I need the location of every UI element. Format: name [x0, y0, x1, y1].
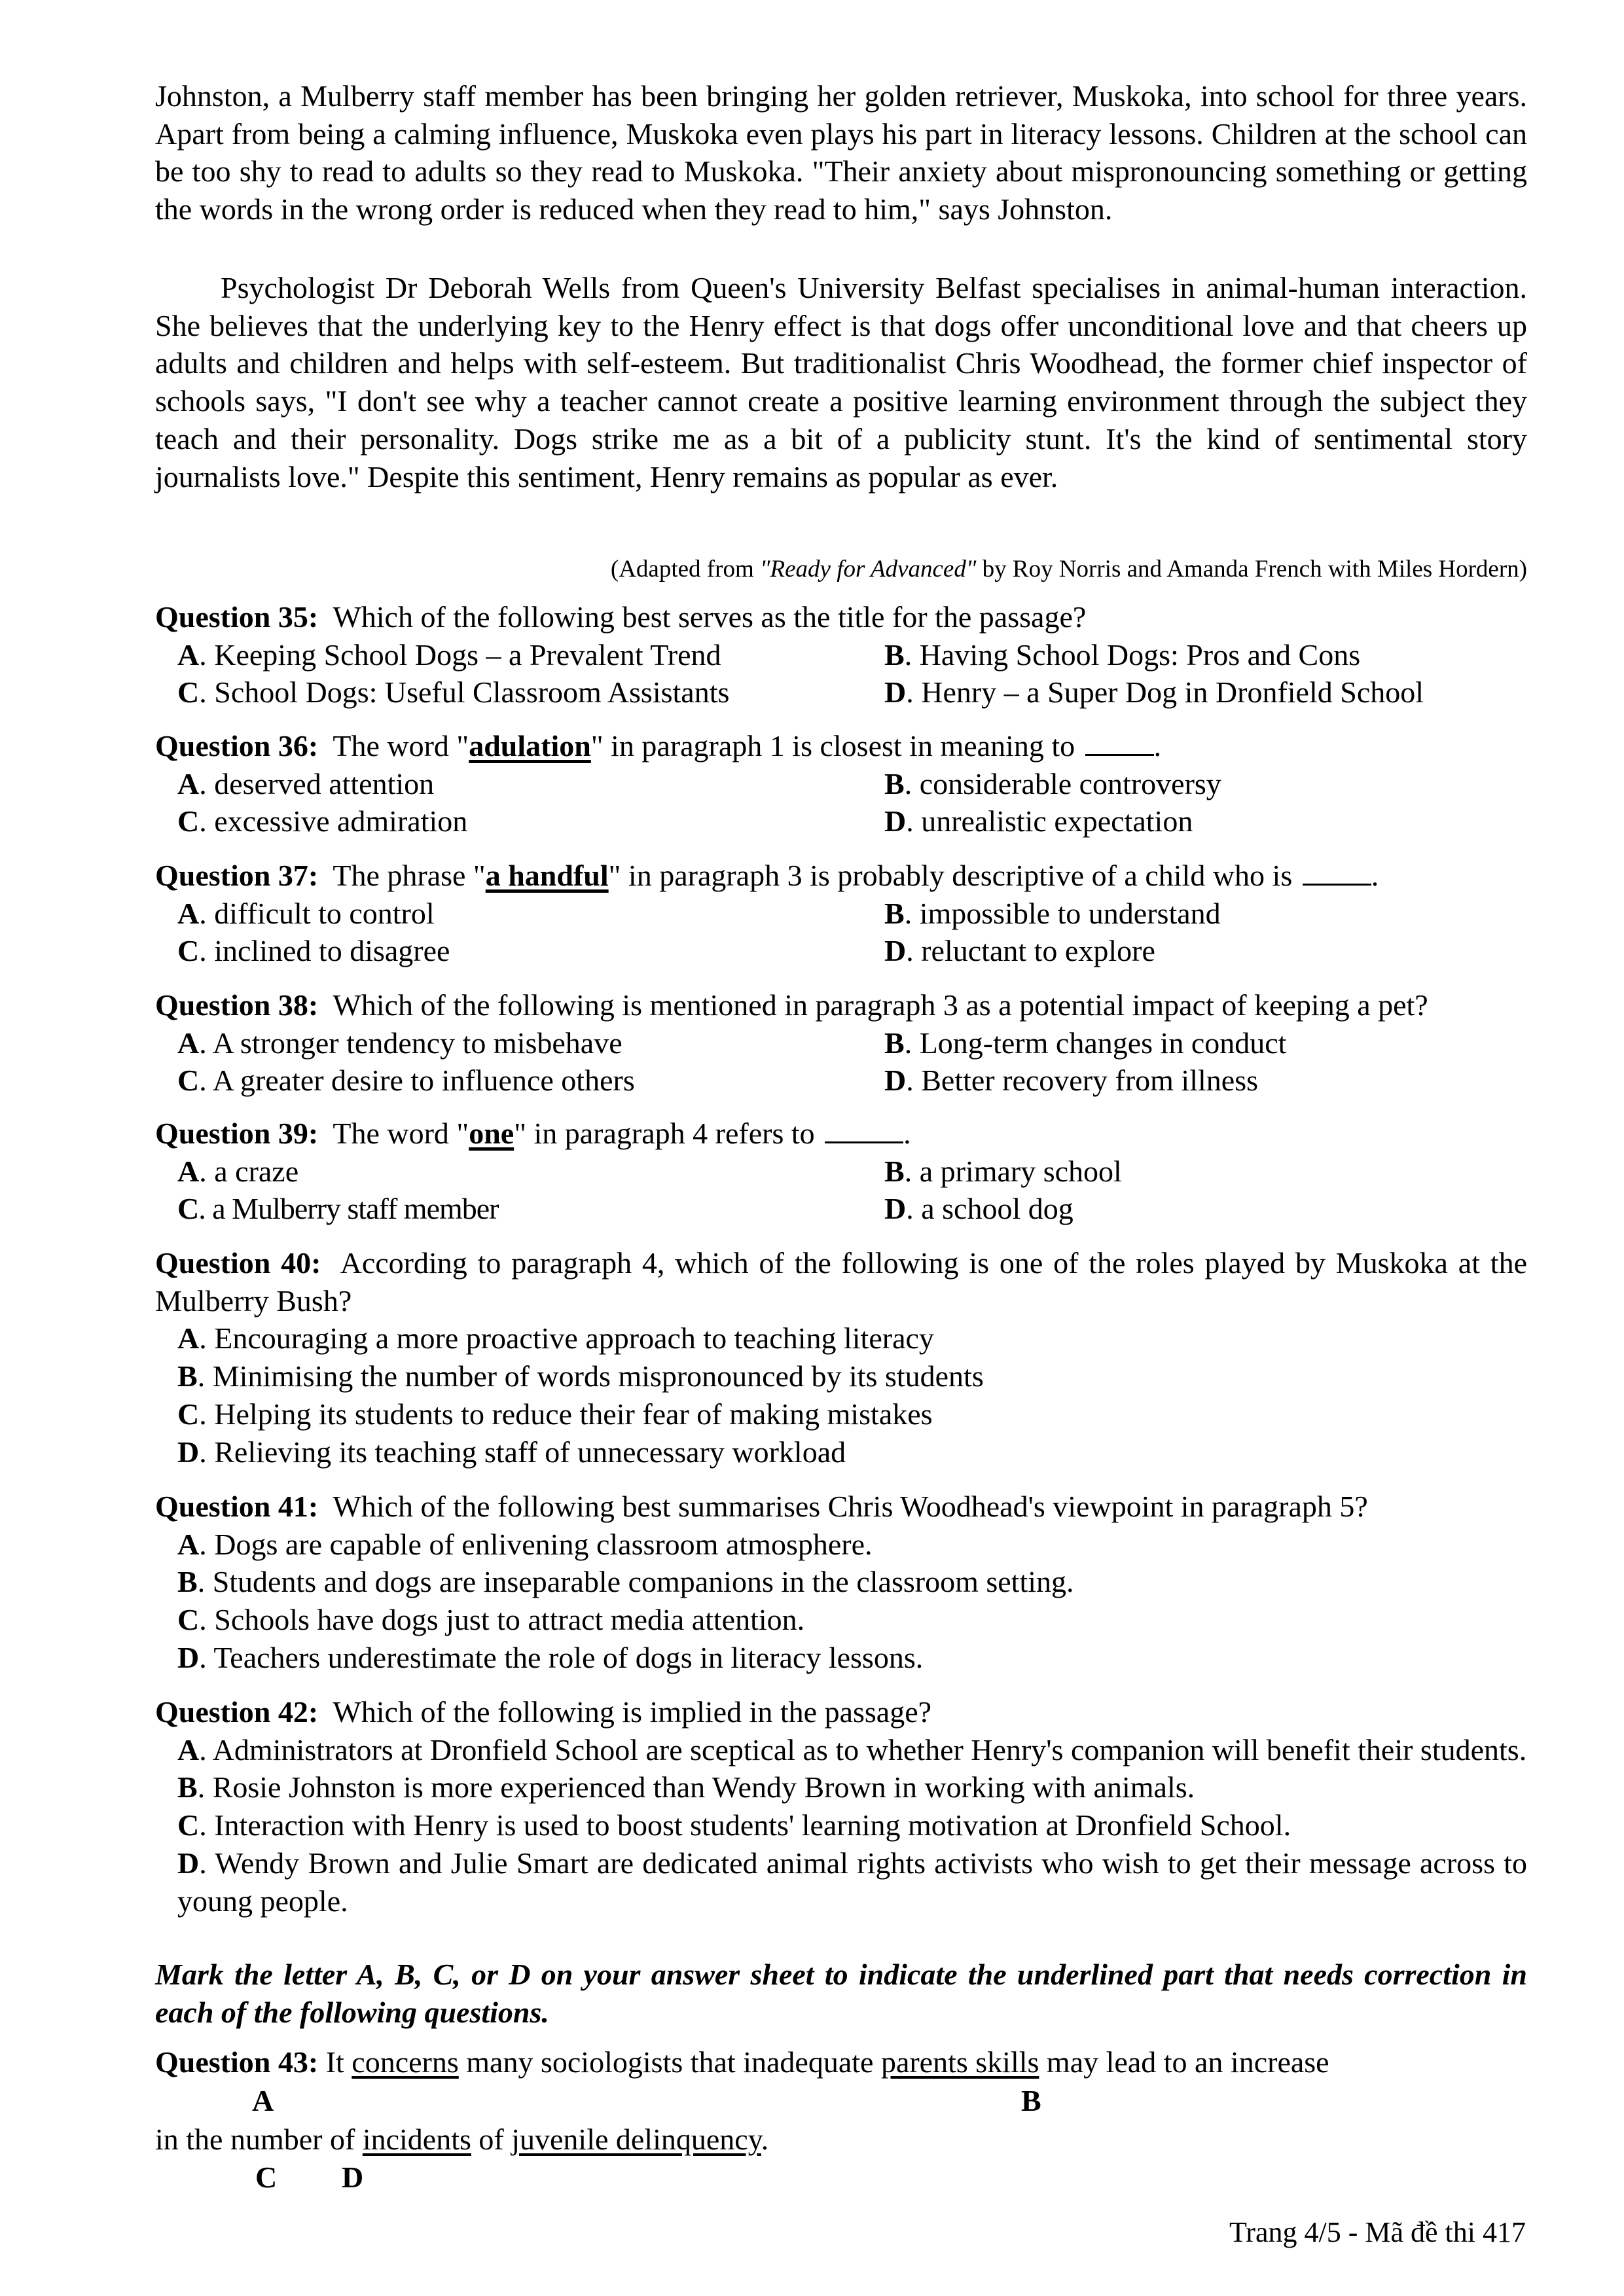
passage-paragraph-5: Psychologist Dr Deborah Wells from Queen's University Belfast specialises in animal-human interaction. She believes that the underlying key to the Henry effect is that dogs offer unconditional love and that cheers up adults and children and helps with self-esteem. But traditionalist Chris Woodhead, the former chief inspector of schools says, "I don't see why a teacher cannot create a positive learning environment through the subject they teach and their personality. Dogs strike me as a bit of a publicity stunt. It's the kind of sentimental story journalists love." Despite this sentiment, Henry remains as popular as ever.: [155, 271, 1527, 493]
citation-title: "Ready for Advanced": [759, 556, 977, 583]
option-a[interactable]: A. difficult to control: [177, 896, 435, 930]
option-a[interactable]: A. A stronger tendency to misbehave: [177, 1026, 623, 1060]
underlined-part-a: concerns: [352, 2045, 459, 2079]
passage-paragraph-4: Johnston, a Mulberry staff member has been bringing her golden retriever, Muskoka, into school for three years. Apart from being a calming influence, Muskoka even plays his part in literacy lessons. Children at the school can be too shy to read to adults so they read to Muskoka. "Their anxiety about mispronouncing something or getting the words in the wrong order is reduced when they read to him," says Johnston.: [155, 79, 1527, 226]
option-a[interactable]: A. Administrators at Dronfield School are sceptical as to whether Henry's companion will benefit their students.: [177, 1732, 1527, 1767]
option-a[interactable]: A. Keeping School Dogs – a Prevalent Trend: [177, 637, 721, 672]
section-instruction: Mark the letter A, B, C, or D on your answer sheet to indicate the underlined part that needs correction in each of the following questions.: [155, 1958, 1527, 2029]
passage-citation: [155, 555, 1527, 584]
option-b[interactable]: B. Long-term changes in conduct: [884, 1026, 1287, 1060]
option-d[interactable]: D. unrealistic expectation: [884, 804, 1193, 838]
question-42: [155, 1693, 1527, 1920]
page-footer: Trang 4/5 - Mã đề thi 417: [1229, 2216, 1526, 2248]
question-40: [155, 1244, 1527, 1471]
question-label: Question 41:: [155, 1490, 319, 1523]
question-label: Question 36:: [155, 729, 319, 762]
option-b[interactable]: B. impossible to understand: [884, 896, 1221, 930]
option-c[interactable]: C. excessive admiration: [177, 804, 468, 838]
question-stem: According to paragraph 4, which of the following is one of the roles played by Muskoka at the Mulberry Bush?: [155, 1246, 1527, 1318]
question-label: Question 42:: [155, 1695, 319, 1729]
question-stem: Which of the following best summarises Chris Woodhead's viewpoint in paragraph 5?: [333, 1490, 1368, 1523]
answer-blank: [825, 1118, 903, 1143]
option-letter-b[interactable]: B: [1021, 2084, 1041, 2117]
option-c[interactable]: C. Schools have dogs just to attract media attention.: [177, 1603, 805, 1637]
answer-blank: [1085, 730, 1154, 756]
keyword: adulation: [469, 729, 591, 762]
question-stem: Which of the following is implied in the passage?: [333, 1695, 932, 1729]
question-label: Question 43:: [155, 2045, 319, 2079]
option-d[interactable]: D. reluctant to explore: [884, 934, 1155, 968]
option-b[interactable]: B. Students and dogs are inseparable companions in the classroom setting.: [177, 1565, 1074, 1599]
option-c[interactable]: C. a Mulberry staff member: [177, 1192, 499, 1226]
option-b[interactable]: B. Minimising the number of words mispronounced by its students: [177, 1359, 984, 1393]
option-a[interactable]: A. Dogs are capable of enlivening classroom atmosphere.: [177, 1527, 873, 1561]
question-43-line-2: in the number of incidents of juvenile delinquency.: [155, 2123, 769, 2156]
question-43: Question 43: It concerns many sociologists that inadequate parents skills may lead to an increase: [155, 2045, 1329, 2079]
question-36: Question 36: The word "adulation" in paragraph 1 is closest in meaning to . A. deserved attention B. considerable controversy C. excessive admiration D. unrealistic expectation: [155, 727, 1527, 840]
option-b[interactable]: B. considerable controversy: [884, 766, 1221, 800]
question-label: Question 37:: [155, 859, 319, 892]
option-b[interactable]: B. a primary school: [884, 1154, 1122, 1188]
question-stem: Which of the following is mentioned in paragraph 3 as a potential impact of keeping a pet?: [333, 988, 1428, 1022]
option-d[interactable]: D. Better recovery from illness: [884, 1064, 1258, 1098]
question-label: Question 38:: [155, 988, 319, 1022]
option-c[interactable]: C. School Dogs: Useful Classroom Assistants: [177, 675, 730, 709]
option-b[interactable]: B. Rosie Johnston is more experienced than Wendy Brown in working with animals.: [177, 1770, 1195, 1804]
option-letter-c[interactable]: C: [255, 2161, 278, 2194]
underlined-part-d: juvenile delinquency: [511, 2123, 761, 2156]
question-label: Question 40:: [155, 1246, 321, 1280]
option-c[interactable]: C. Helping its students to reduce their fear of making mistakes: [177, 1397, 933, 1431]
option-c[interactable]: C. A greater desire to influence others: [177, 1064, 635, 1098]
question-label: Question 35:: [155, 600, 319, 634]
question-39: Question 39: The word "one" in paragraph 4 refers to . A. a craze B. a primary school C. a Mulberry staff member D. a school dog: [155, 1115, 1527, 1228]
question-41: [155, 1488, 1527, 1677]
option-letter-a[interactable]: A: [252, 2084, 274, 2117]
option-a[interactable]: A. a craze: [177, 1154, 299, 1188]
option-c[interactable]: C. Interaction with Henry is used to boost students' learning motivation at Dronfield School.: [177, 1808, 1291, 1842]
citation-prefix: (Adapted from: [610, 556, 760, 583]
option-a[interactable]: A. deserved attention: [177, 766, 435, 800]
option-d[interactable]: D. Teachers underestimate the role of dogs in literacy lessons.: [177, 1640, 924, 1674]
keyword: one: [469, 1117, 514, 1150]
question-label: Question 39:: [155, 1117, 319, 1150]
question-37: Question 37: The phrase "a handful" in paragraph 3 is probably descriptive of a child who is . A. difficult to control B. impossible to understand C. inclined to disagree D. reluctant to explore: [155, 857, 1527, 970]
underlined-part-c: incidents: [362, 2123, 471, 2156]
question-stem: Which of the following best serves as the title for the passage?: [333, 600, 1087, 634]
question-38: [155, 986, 1527, 1100]
option-letter-d[interactable]: D: [342, 2161, 364, 2194]
option-d[interactable]: D. a school dog: [884, 1192, 1074, 1226]
option-a[interactable]: A. Encouraging a more proactive approach to teaching literacy: [177, 1321, 934, 1355]
underlined-part-b: parents skills: [880, 2045, 1039, 2079]
answer-blank: [1303, 860, 1371, 886]
option-c[interactable]: C. inclined to disagree: [177, 934, 450, 968]
option-d[interactable]: D. Wendy Brown and Julie Smart are dedicated animal rights activists who wish to get their message across to young people.: [177, 1846, 1527, 1918]
keyword: a handful: [485, 859, 609, 892]
citation-suffix: by Roy Norris and Amanda French with Miles Hordern): [976, 556, 1527, 583]
option-b[interactable]: B. Having School Dogs: Pros and Cons: [884, 637, 1361, 672]
question-35: [155, 598, 1527, 711]
option-d[interactable]: D. Henry – a Super Dog in Dronfield School: [884, 675, 1424, 709]
option-d[interactable]: D. Relieving its teaching staff of unnecessary workload: [177, 1435, 846, 1469]
